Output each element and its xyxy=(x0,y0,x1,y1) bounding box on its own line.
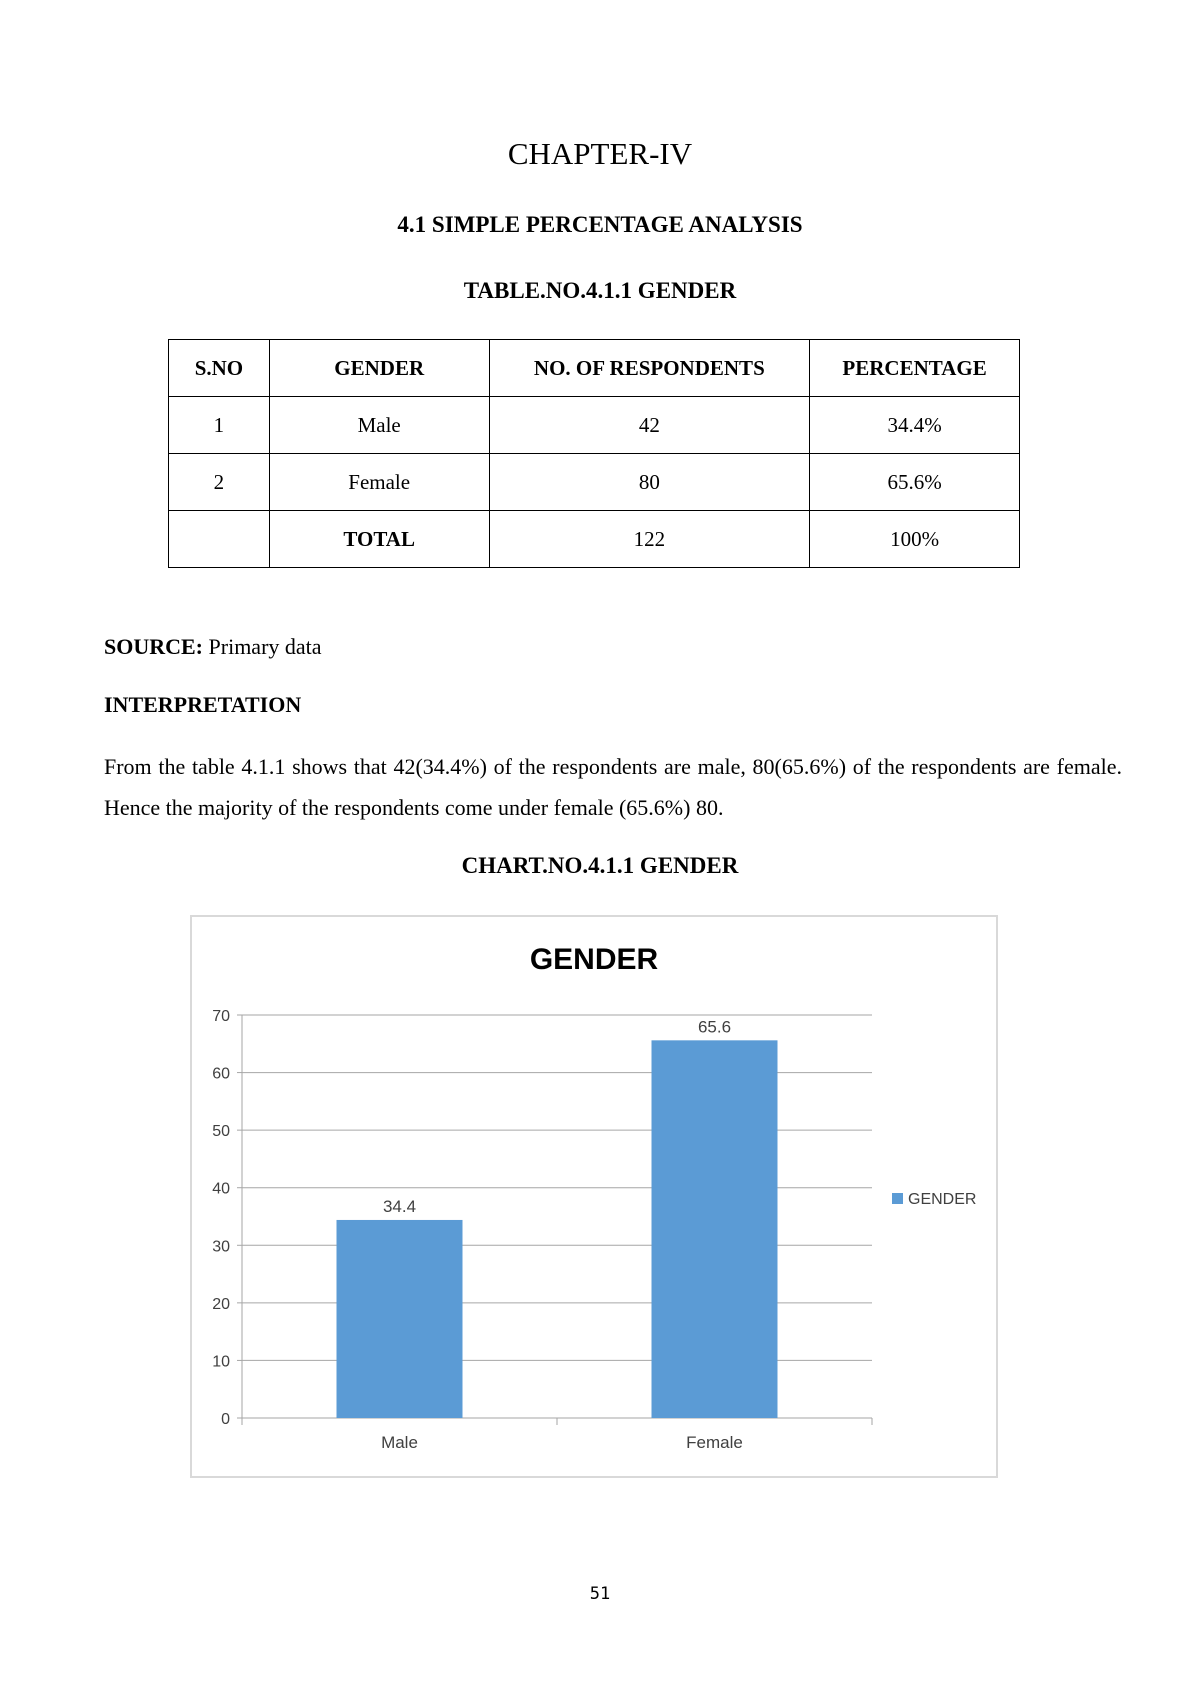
table-header-row xyxy=(169,340,1020,397)
table-cell: 1 xyxy=(169,397,270,454)
y-tick-label: 10 xyxy=(212,1353,230,1371)
y-tick-label: 50 xyxy=(212,1123,230,1141)
y-tick-label: 60 xyxy=(212,1065,230,1083)
y-tick-label: 30 xyxy=(212,1238,230,1256)
x-tick-label: Male xyxy=(381,1433,418,1452)
table-title: TABLE.NO.4.1.1 GENDER xyxy=(463,278,737,303)
column-header: PERCENTAGE xyxy=(810,340,1020,397)
chart-caption: CHART.NO.4.1.1 GENDER xyxy=(461,853,739,878)
x-tick-label: Female xyxy=(686,1433,743,1452)
y-tick-label: 70 xyxy=(212,1008,230,1025)
legend-swatch xyxy=(892,1193,903,1204)
table-cell xyxy=(169,511,270,568)
chapter-title: CHAPTER-IV xyxy=(507,136,693,171)
table-cell: 34.4% xyxy=(810,397,1020,454)
interpretation-text: From the table 4.1.1 shows that 42(34.4%) of the respondents are male, 80(65.6%) of the respondents are female. Hence the majority of the respondents come under female (65.6%) 80. xyxy=(104,754,1122,820)
chart-title: GENDER xyxy=(529,943,659,976)
bar xyxy=(652,1040,778,1418)
table-cell: 80 xyxy=(489,454,810,511)
gender-table xyxy=(168,339,1020,568)
table-cell: 100% xyxy=(810,511,1020,568)
bar-chart xyxy=(192,917,996,1476)
table-cell: 2 xyxy=(169,454,270,511)
table-row xyxy=(169,454,1020,511)
data-label: 65.6 xyxy=(697,1017,732,1037)
y-tick-label: 20 xyxy=(212,1295,230,1313)
legend-label: GENDER xyxy=(908,1191,977,1208)
table-total-row xyxy=(169,511,1020,568)
interpretation-heading: INTERPRETATION xyxy=(104,692,302,717)
data-label: 34.4 xyxy=(382,1196,417,1216)
section-title: 4.1 SIMPLE PERCENTAGE ANALYSIS xyxy=(397,212,803,237)
table-cell: 42 xyxy=(489,397,810,454)
column-header: NO. OF RESPONDENTS xyxy=(489,340,810,397)
table-cell: TOTAL xyxy=(269,511,489,568)
source-label: SOURCE: xyxy=(104,634,204,659)
source-text: Primary data xyxy=(203,634,322,659)
table-cell: 122 xyxy=(489,511,810,568)
table-cell: Female xyxy=(269,454,489,511)
table-cell: Male xyxy=(269,397,489,454)
table-cell: 65.6% xyxy=(810,454,1020,511)
chart-frame xyxy=(190,915,998,1478)
column-header: S.NO xyxy=(169,340,270,397)
bar xyxy=(337,1220,463,1418)
column-header: GENDER xyxy=(269,340,489,397)
page-number: 51 xyxy=(589,1584,611,1604)
y-tick-label: 0 xyxy=(221,1411,230,1428)
table-row xyxy=(169,397,1020,454)
y-tick-label: 40 xyxy=(212,1180,230,1198)
source-line xyxy=(104,634,1122,660)
